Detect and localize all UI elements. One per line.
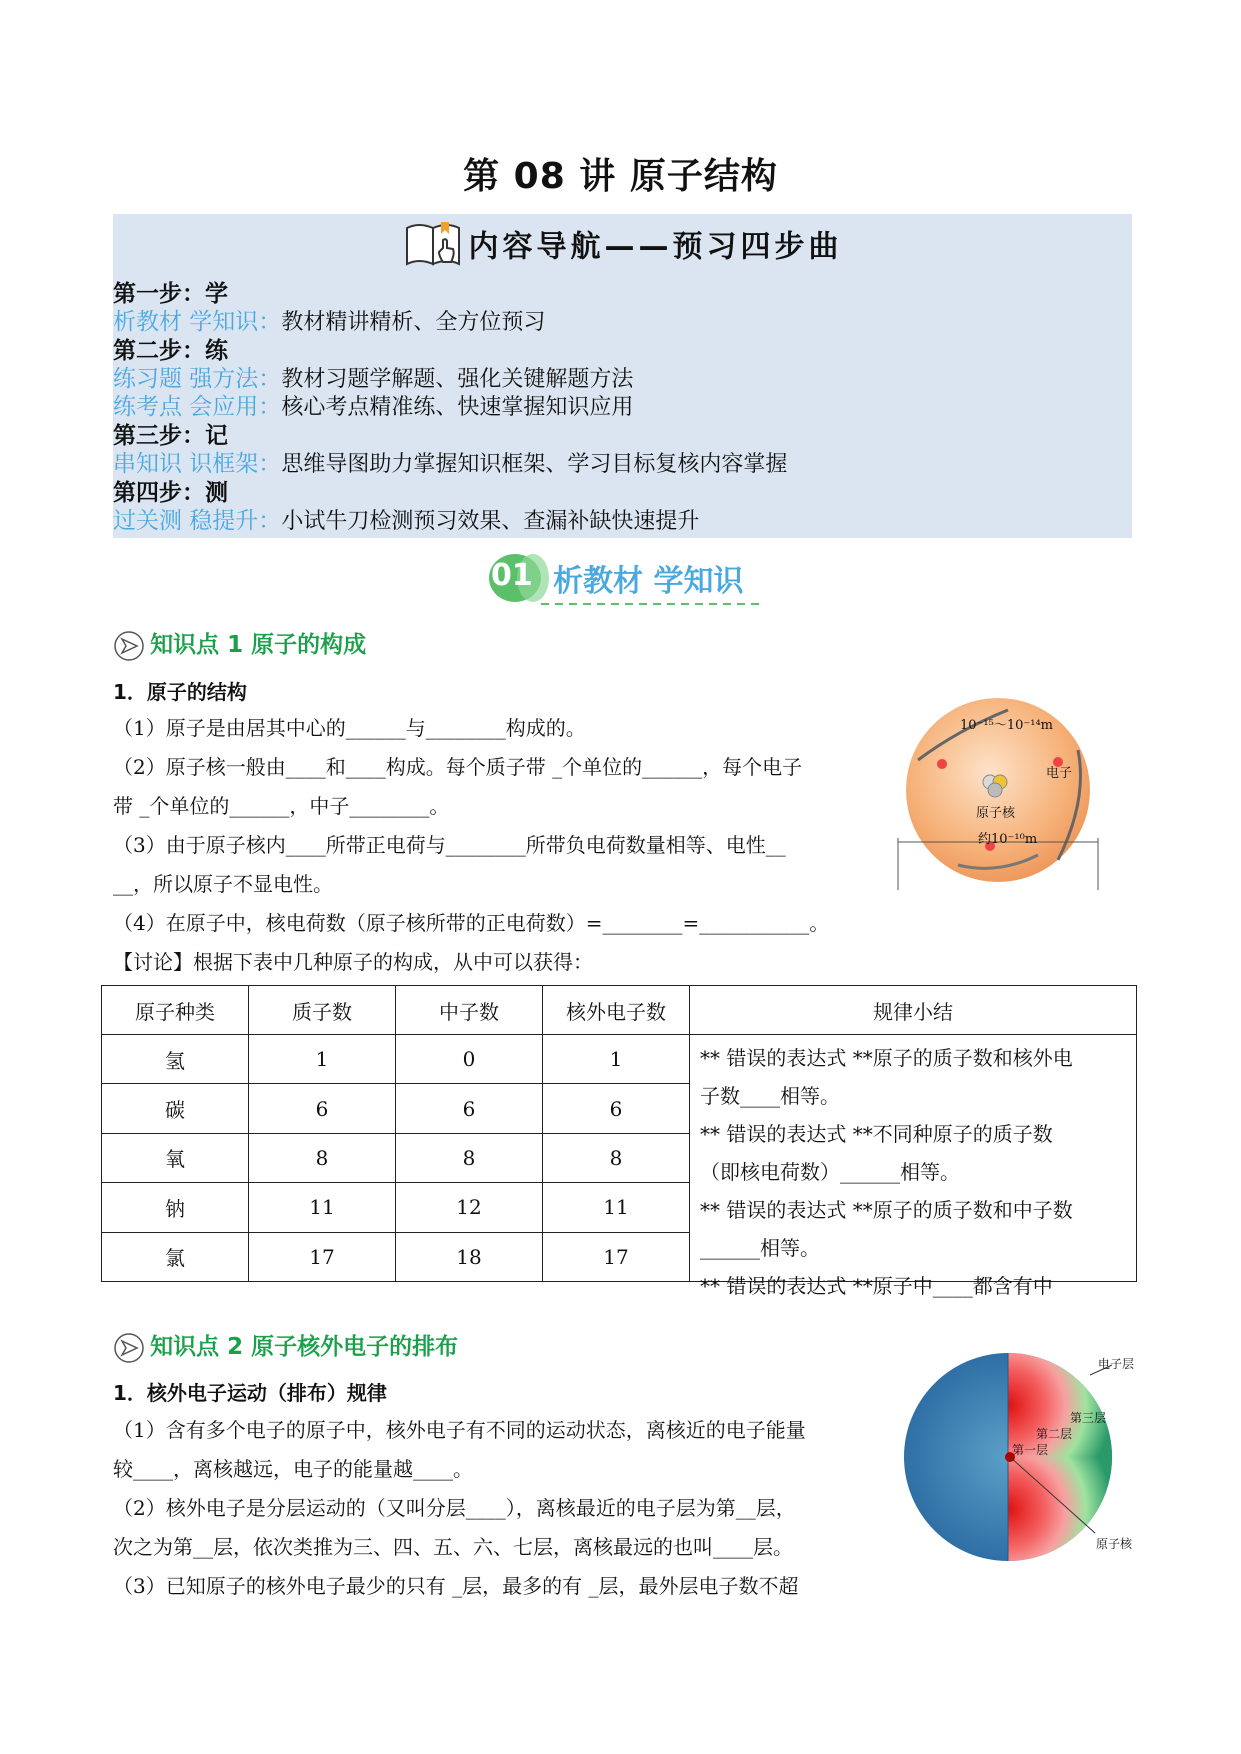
table-cell: 8 bbox=[249, 1133, 396, 1182]
kp1-line: 带 _个单位的______，中子________。 bbox=[113, 794, 450, 818]
table-cell: 1 bbox=[543, 1035, 690, 1084]
step-2-item-1 bbox=[113, 365, 633, 394]
table-cell: 0 bbox=[396, 1035, 543, 1084]
step-4-item-1 bbox=[113, 507, 699, 536]
step-3-item-1 bbox=[113, 450, 787, 479]
table-row bbox=[102, 1035, 1137, 1084]
kp1-subheading: 1．原子的结构 bbox=[113, 680, 247, 704]
kp2-line: （3）已知原子的核外电子最少的只有 _层，最多的有 _层，最外层电子数不超 bbox=[113, 1574, 799, 1598]
table-header: 质子数 bbox=[249, 986, 396, 1035]
table-cell: 17 bbox=[543, 1232, 690, 1281]
kp1-line: （3）由于原子核内____所带正电荷与________所带负电荷数量相等、电性__ bbox=[113, 833, 786, 857]
item-tag: 析教材 学知识： bbox=[113, 309, 282, 335]
section-label: 析教材 学知识 bbox=[553, 564, 744, 599]
kp1-line: __，所以原子不显电性。 bbox=[113, 872, 333, 896]
summary-line: ** 错误的表达式 **原子的质子数和核外电 bbox=[700, 1046, 1073, 1070]
kp2-line: （2）核外电子是分层运动的（又叫分层____），离核最近的电子层为第__层， bbox=[113, 1496, 796, 1520]
item-tag: 过关测 稳提升： bbox=[113, 508, 282, 534]
shell-figure bbox=[900, 1345, 1140, 1565]
step-1: 第一步：学 bbox=[113, 281, 228, 307]
layer2-label: 第二层 bbox=[1036, 1427, 1073, 1441]
book-pointer-icon bbox=[403, 218, 465, 278]
atom-top-label: 10⁻¹⁵～10⁻¹⁴m bbox=[960, 718, 1053, 733]
table-cell: 11 bbox=[543, 1183, 690, 1232]
kp2-text bbox=[113, 1411, 893, 1606]
item-desc: 思维导图助力掌握知识框架、学习目标复核内容掌握 bbox=[281, 452, 788, 477]
table-cell: 钠 bbox=[102, 1183, 249, 1232]
step-4: 第四步：测 bbox=[113, 480, 228, 506]
kp1-line: 【讨论】根据下表中几种原子的构成，从中可以获得： bbox=[113, 950, 593, 974]
table-cell: 氧 bbox=[102, 1133, 249, 1182]
atom-bottom-label: 约10⁻¹⁰m bbox=[978, 832, 1038, 847]
table-cell: 6 bbox=[543, 1084, 690, 1133]
summary-line: ** 错误的表达式 **原子中____都含有中 bbox=[700, 1274, 1053, 1298]
arrow-circle-icon bbox=[113, 630, 145, 666]
item-tag: 串知识 识框架： bbox=[113, 451, 282, 477]
kp1-title: 知识点 1 原子的构成 bbox=[150, 632, 367, 658]
kp2-title: 知识点 2 原子核外电子的排布 bbox=[150, 1334, 459, 1360]
arrow-circle-icon bbox=[113, 1332, 145, 1368]
kp2-line: 较____，离核越远，电子的能量越____。 bbox=[113, 1457, 473, 1481]
summary-line: ______相等。 bbox=[700, 1236, 820, 1260]
section-badge bbox=[485, 552, 765, 614]
kp2-header bbox=[113, 1328, 458, 1368]
table-cell: 6 bbox=[249, 1084, 396, 1133]
table-header: 核外电子数 bbox=[543, 986, 690, 1035]
section-number: 01 bbox=[491, 558, 533, 593]
nav-heading bbox=[113, 218, 1132, 278]
table-cell: 8 bbox=[543, 1133, 690, 1182]
nav-heading-text: 内容导航——预习四步曲 bbox=[468, 229, 843, 265]
table-header: 规律小结 bbox=[690, 986, 1137, 1035]
shell-label: 电子层 bbox=[1098, 1357, 1135, 1371]
table-cell: 6 bbox=[396, 1084, 543, 1133]
table-cell: 氢 bbox=[102, 1035, 249, 1084]
item-desc: 小试牛刀检测预习效果、查漏补缺快速提升 bbox=[281, 509, 700, 534]
item-desc: 教材精讲精析、全方位预习 bbox=[281, 310, 546, 335]
table-cell: 8 bbox=[396, 1133, 543, 1182]
table-header: 中子数 bbox=[396, 986, 543, 1035]
summary-line: （即核电荷数）______相等。 bbox=[700, 1160, 960, 1184]
kp1-line: （1）原子是由居其中心的______与________构成的。 bbox=[113, 716, 586, 740]
table-cell: 碳 bbox=[102, 1084, 249, 1133]
item-tag: 练习题 强方法： bbox=[113, 366, 282, 392]
summary-line: ** 错误的表达式 **不同种原子的质子数 bbox=[700, 1122, 1053, 1146]
atom-figure bbox=[898, 690, 1118, 890]
table-cell: 氯 bbox=[102, 1232, 249, 1281]
layer3-label: 第三层 bbox=[1070, 1411, 1107, 1425]
step-1-item-1 bbox=[113, 308, 545, 337]
table-cell: 11 bbox=[249, 1183, 396, 1232]
table-cell: 12 bbox=[396, 1183, 543, 1232]
table-cell: 18 bbox=[396, 1232, 543, 1281]
kp1-text bbox=[113, 709, 893, 982]
kp2-line: 次之为第__层，依次类推为三、四、五、六、七层，离核最远的也叫____层。 bbox=[113, 1535, 793, 1559]
atom-table bbox=[101, 985, 1137, 1298]
kp2-subheading: 1．核外电子运动（排布）规律 bbox=[113, 1381, 387, 1405]
atom-nucleus-label: 原子核 bbox=[976, 806, 1016, 821]
summary-line: ** 错误的表达式 **原子的质子数和中子数 bbox=[700, 1198, 1073, 1222]
kp2-line: （1）含有多个电子的原子中，核外电子有不同的运动状态，离核近的电子能量 bbox=[113, 1418, 806, 1442]
kp1-line: （4）在原子中，核电荷数（原子核所带的正电荷数）=________=___________。 bbox=[113, 911, 830, 935]
item-tag: 练考点 会应用： bbox=[113, 394, 282, 420]
kp1-line: （2）原子核一般由____和____构成。每个质子带 _个单位的______，每个电子 bbox=[113, 755, 803, 779]
atom-electron-label: 电子 bbox=[1046, 766, 1073, 781]
table-header: 原子种类 bbox=[102, 986, 249, 1035]
table-header-row bbox=[102, 986, 1137, 1035]
table-cell: 1 bbox=[249, 1035, 396, 1084]
kp1-header bbox=[113, 626, 366, 666]
nucleus-label: 原子核 bbox=[1096, 1537, 1133, 1551]
page-title: 第 08 讲 原子结构 bbox=[463, 156, 778, 197]
table-cell: 17 bbox=[249, 1232, 396, 1281]
step-2: 第二步：练 bbox=[113, 338, 228, 364]
item-desc: 核心考点精准练、快速掌握知识应用 bbox=[281, 395, 634, 420]
summary-cell bbox=[690, 1035, 1137, 1298]
step-3: 第三步：记 bbox=[113, 423, 228, 449]
summary-line: 子数____相等。 bbox=[700, 1084, 840, 1108]
item-desc: 教材习题学解题、强化关键解题方法 bbox=[281, 367, 634, 392]
layer1-label: 第一层 bbox=[1012, 1443, 1049, 1457]
step-2-item-2 bbox=[113, 393, 633, 422]
